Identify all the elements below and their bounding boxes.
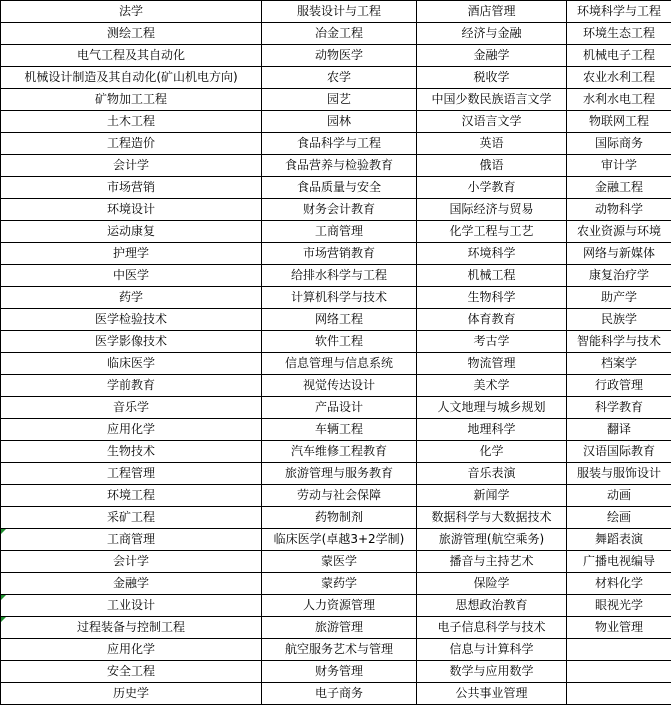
table-row [1,111,671,133]
table-cell: 临床医学(卓越3+2学制) [262,529,417,551]
table-row [1,353,671,375]
table-row [1,133,671,155]
table-cell: 经济与金融 [417,23,567,45]
table-row [1,661,671,683]
table-cell: 音乐表演 [417,463,567,485]
table-row [1,287,671,309]
table-cell: 播音与主持艺术 [417,551,567,573]
table-cell: 信息与计算科学 [417,639,567,661]
table-cell: 新闻学 [417,485,567,507]
table-cell: 考古学 [417,331,567,353]
table-cell: 环境工程 [1,485,262,507]
table-cell: 化学工程与工艺 [417,221,567,243]
table-cell: 人力资源管理 [262,595,417,617]
table-cell: 法学 [1,1,262,23]
table-cell: 水利水电工程 [567,89,671,111]
table-cell: 环境生态工程 [567,23,671,45]
table-cell: 俄语 [417,155,567,177]
table-row [1,155,671,177]
table-cell: 市场营销教育 [262,243,417,265]
table-cell: 应用化学 [1,419,262,441]
table-row [1,595,671,617]
table-row [1,617,671,639]
table-cell: 数据科学与大数据技术 [417,507,567,529]
table-cell: 金融学 [1,573,262,595]
table-cell: 旅游管理(航空乘务) [417,529,567,551]
table-cell: 机械工程 [417,265,567,287]
table-row [1,375,671,397]
table-cell: 采矿工程 [1,507,262,529]
table-cell: 工业设计 [1,595,262,617]
table-cell: 档案学 [567,353,671,375]
table-cell: 动画 [567,485,671,507]
table-cell: 物业管理 [567,617,671,639]
table-row [1,265,671,287]
table-cell: 公共事业管理 [417,683,567,705]
table-row [1,639,671,661]
table-cell: 农学 [262,67,417,89]
table-cell: 助产学 [567,287,671,309]
table-cell [567,661,671,683]
table-cell: 电气工程及其自动化 [1,45,262,67]
table-cell: 食品质量与安全 [262,177,417,199]
table-cell: 工程造价 [1,133,262,155]
table-cell [567,639,671,661]
table-cell: 产品设计 [262,397,417,419]
majors-table-body [1,1,671,705]
table-cell: 动物医学 [262,45,417,67]
table-cell: 临床医学 [1,353,262,375]
table-cell: 生物技术 [1,441,262,463]
table-cell: 眼视光学 [567,595,671,617]
table-cell: 动物科学 [567,199,671,221]
table-cell: 国际商务 [567,133,671,155]
table-row [1,463,671,485]
table-cell: 服装设计与工程 [262,1,417,23]
table-row [1,1,671,23]
table-cell: 翻译 [567,419,671,441]
table-cell: 地理科学 [417,419,567,441]
table-cell: 学前教育 [1,375,262,397]
table-cell: 财务会计教育 [262,199,417,221]
table-cell: 生物科学 [417,287,567,309]
table-cell: 智能科学与技术 [567,331,671,353]
table-cell: 金融学 [417,45,567,67]
table-row [1,199,671,221]
table-cell: 冶金工程 [262,23,417,45]
table-cell: 会计学 [1,155,262,177]
table-row [1,397,671,419]
table-cell: 网络工程 [262,309,417,331]
table-cell: 汉语言文学 [417,111,567,133]
table-cell: 应用化学 [1,639,262,661]
table-cell: 汉语国际教育 [567,441,671,463]
table-cell: 蒙医学 [262,551,417,573]
table-row [1,309,671,331]
table-cell: 电子商务 [262,683,417,705]
table-row [1,331,671,353]
table-cell: 给排水科学与工程 [262,265,417,287]
table-cell: 园艺 [262,89,417,111]
table-cell: 食品营养与检验教育 [262,155,417,177]
table-cell: 工商管理 [262,221,417,243]
table-row [1,551,671,573]
table-cell: 化学 [417,441,567,463]
table-cell: 医学检验技术 [1,309,262,331]
table-cell: 历史学 [1,683,262,705]
table-cell: 审计学 [567,155,671,177]
table-row [1,529,671,551]
table-cell: 国际经济与贸易 [417,199,567,221]
table-row [1,67,671,89]
table-cell: 金融工程 [567,177,671,199]
table-cell: 音乐学 [1,397,262,419]
table-row [1,243,671,265]
table-cell: 会计学 [1,551,262,573]
table-row [1,441,671,463]
table-cell: 车辆工程 [262,419,417,441]
table-cell: 英语 [417,133,567,155]
table-cell: 绘画 [567,507,671,529]
table-row [1,573,671,595]
table-cell: 旅游管理 [262,617,417,639]
table-cell: 医学影像技术 [1,331,262,353]
table-cell: 旅游管理与服务教育 [262,463,417,485]
table-cell: 机械电子工程 [567,45,671,67]
table-cell: 人文地理与城乡规划 [417,397,567,419]
table-cell: 数学与应用数学 [417,661,567,683]
table-cell: 体育教育 [417,309,567,331]
table-cell: 酒店管理 [417,1,567,23]
table-row [1,23,671,45]
table-cell: 园林 [262,111,417,133]
table-cell: 计算机科学与技术 [262,287,417,309]
table-row [1,419,671,441]
table-cell: 食品科学与工程 [262,133,417,155]
table-row [1,683,671,705]
table-cell: 电子信息科学与技术 [417,617,567,639]
table-cell: 过程装备与控制工程 [1,617,262,639]
table-cell: 网络与新媒体 [567,243,671,265]
table-cell: 思想政治教育 [417,595,567,617]
table-row [1,507,671,529]
table-row [1,485,671,507]
table-cell: 运动康复 [1,221,262,243]
table-cell: 环境科学与工程 [567,1,671,23]
table-cell: 工程管理 [1,463,262,485]
table-cell: 蒙药学 [262,573,417,595]
table-cell: 中医学 [1,265,262,287]
table-cell: 汽车维修工程教育 [262,441,417,463]
table-cell [567,683,671,705]
table-cell: 广播电视编导 [567,551,671,573]
table-cell: 舞蹈表演 [567,529,671,551]
table-cell: 劳动与社会保障 [262,485,417,507]
table-cell: 工商管理 [1,529,262,551]
table-cell: 测绘工程 [1,23,262,45]
table-cell: 护理学 [1,243,262,265]
table-row [1,177,671,199]
table-cell: 软件工程 [262,331,417,353]
table-cell: 康复治疗学 [567,265,671,287]
table-cell: 科学教育 [567,397,671,419]
table-cell: 视觉传达设计 [262,375,417,397]
table-row [1,221,671,243]
table-cell: 保险学 [417,573,567,595]
table-cell: 机械设计制造及其自动化(矿山机电方向) [1,67,262,89]
table-cell: 小学教育 [417,177,567,199]
table-cell: 环境设计 [1,199,262,221]
table-row [1,89,671,111]
table-cell: 行政管理 [567,375,671,397]
table-cell: 物联网工程 [567,111,671,133]
table-cell: 农业水利工程 [567,67,671,89]
table-cell: 税收学 [417,67,567,89]
table-cell: 信息管理与信息系统 [262,353,417,375]
table-cell: 农业资源与环境 [567,221,671,243]
table-cell: 材料化学 [567,573,671,595]
table-row [1,45,671,67]
table-cell: 环境科学 [417,243,567,265]
table-cell: 财务管理 [262,661,417,683]
table-cell: 中国少数民族语言文学 [417,89,567,111]
table-cell: 市场营销 [1,177,262,199]
table-cell: 航空服务艺术与管理 [262,639,417,661]
table-cell: 药物制剂 [262,507,417,529]
table-cell: 土木工程 [1,111,262,133]
table-cell: 安全工程 [1,661,262,683]
table-cell: 民族学 [567,309,671,331]
table-cell: 服装与服饰设计 [567,463,671,485]
table-cell: 矿物加工工程 [1,89,262,111]
table-cell: 美术学 [417,375,567,397]
table-cell: 药学 [1,287,262,309]
table-cell: 物流管理 [417,353,567,375]
